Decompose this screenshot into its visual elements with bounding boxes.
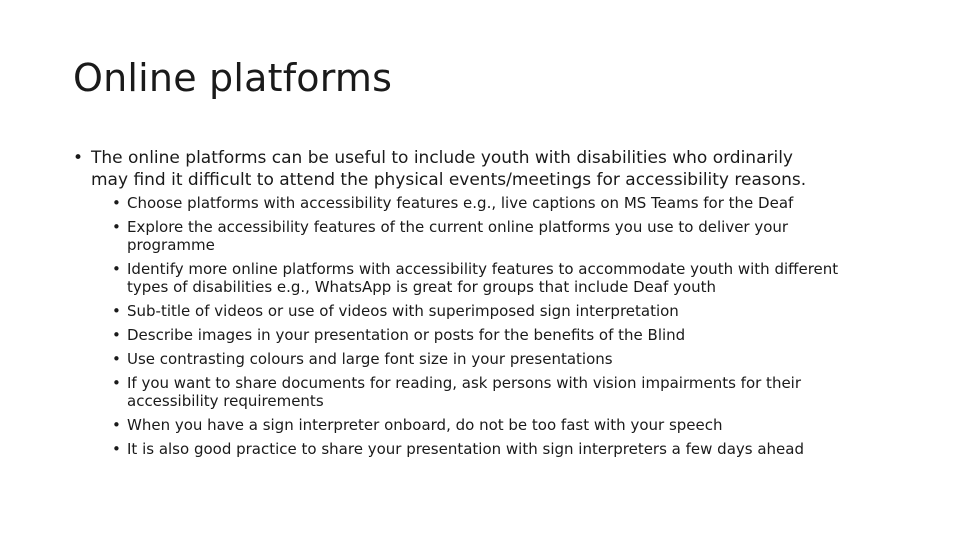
sub-bullet-item (112, 440, 862, 458)
sub-bullet-text: Explore the accessibility features of the current online platforms you use to deliver your programme (127, 218, 789, 254)
bullet-icon: • (112, 416, 121, 434)
bullet-icon: • (112, 218, 121, 236)
sub-bullet-item (112, 416, 862, 434)
bullet-icon: • (112, 326, 121, 344)
slide-content (73, 147, 873, 464)
sub-bullet-text: Choose platforms with accessibility features e.g., live captions on MS Teams for the Deaf (127, 194, 794, 212)
sub-bullet-text: Describe images in your presentation or posts for the benefits of the Blind (127, 326, 686, 344)
sub-bullet-text: Identify more online platforms with accessibility features to accommodate youth with different types of disabilities e.g., WhatsApp is great for groups that include Deaf youth (127, 260, 839, 296)
bullet-icon: • (112, 350, 121, 368)
sub-bullet-item (112, 350, 862, 368)
sub-bullet-text: Sub-title of videos or use of videos with superimposed sign interpretation (127, 302, 679, 320)
sub-bullet-text: It is also good practice to share your presentation with sign interpreters a few days ahead (127, 440, 804, 458)
sub-bullet-item (112, 302, 862, 320)
bullet-icon: • (112, 440, 121, 458)
bullet-icon: • (112, 194, 121, 212)
bullet-icon: • (112, 374, 121, 392)
bullet-icon: • (73, 148, 84, 168)
sub-bullet-item (112, 326, 862, 344)
sub-bullet-item (112, 218, 862, 254)
sub-bullet-list (73, 194, 873, 458)
sub-bullet-item (112, 260, 862, 296)
sub-bullet-text: When you have a sign interpreter onboard, do not be too fast with your speech (127, 416, 723, 434)
bullet-icon: • (112, 260, 121, 278)
main-bullet-point (73, 147, 811, 191)
sub-bullet-item (112, 374, 862, 410)
sub-bullet-text: Use contrasting colours and large font size in your presentations (127, 350, 613, 368)
sub-bullet-text: If you want to share documents for reading, ask persons with vision impairments for their accessibility requirements (127, 374, 802, 410)
sub-bullet-item (112, 194, 862, 212)
bullet-icon: • (112, 302, 121, 320)
main-bullet-text: The online platforms can be useful to include youth with disabilities who ordinarily may find it difficult to attend the physical events/meetings for accessibility reasons. (91, 148, 807, 190)
slide-title: Online platforms (73, 56, 393, 100)
